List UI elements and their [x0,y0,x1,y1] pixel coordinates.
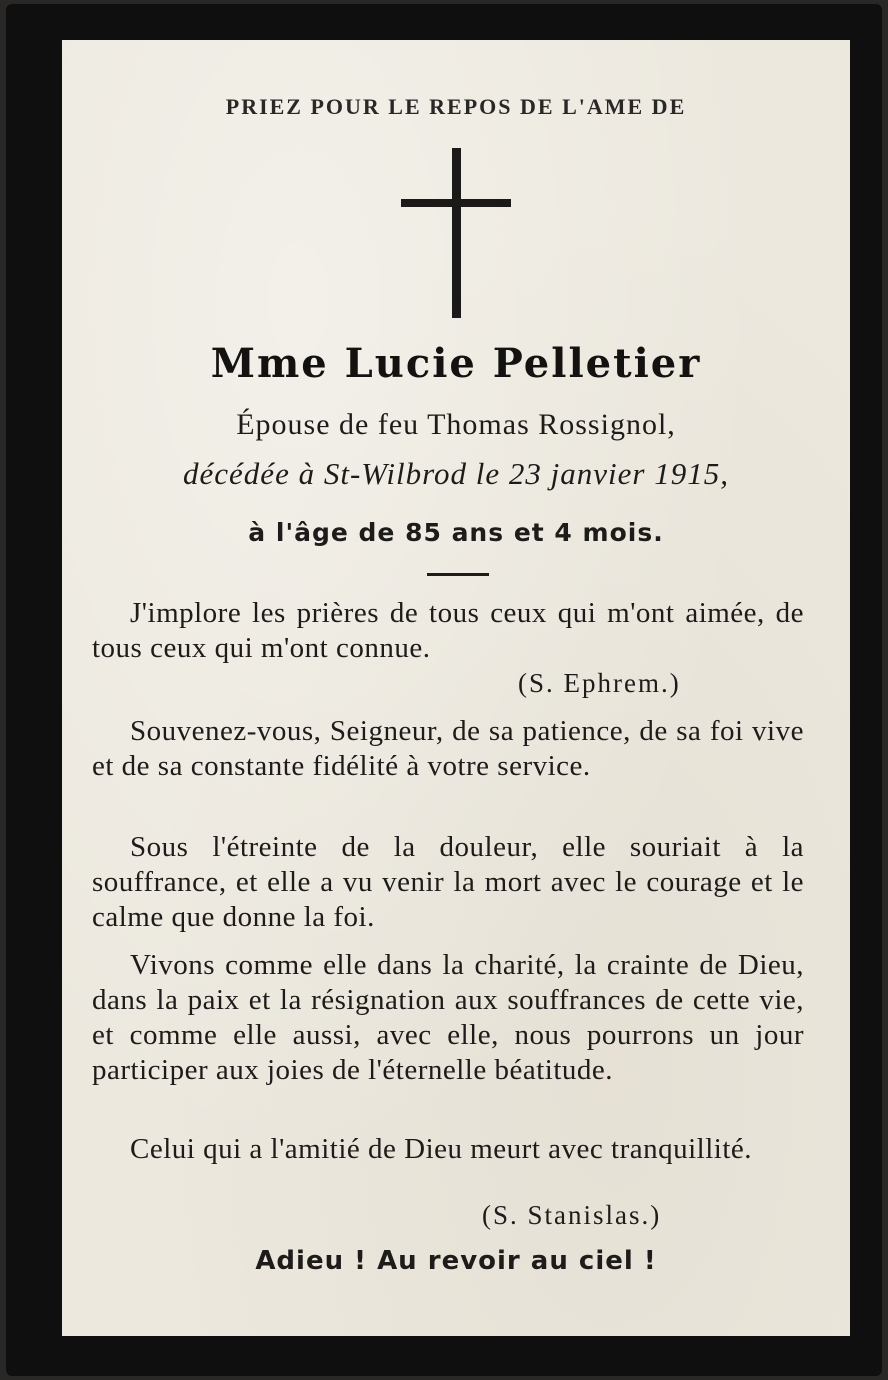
age-line: à l'âge de 85 ans et 4 mois. [248,518,664,547]
paragraph-friendship [92,1132,804,1167]
attribution-ephrem: (S. Ephrem.) [518,668,681,698]
cross-icon [399,148,513,320]
paragraph-suffering-text: Sous l'étreinte de la douleur, elle souriait à la souffrance, et elle a vu venir la mort avec le courage et le calme que donne la foi. [92,831,804,933]
deceased-name: Mme Lucie Pelletier [210,340,702,387]
divider [427,573,489,576]
death-line: décédée à St-Wilbrod le 23 janvier 1915, [183,456,729,491]
spouse-line: Épouse de feu Thomas Rossignol, [236,408,676,441]
paragraph-charity-text: Vivons comme elle dans la charité, la crainte de Dieu, dans la paix et la résignation aux souffrances de cette vie, et comme elle aussi, avec elle, nous pourrons un jour participer aux joies de l'éternelle béatitude. [92,949,804,1086]
quote-ephrem-text: J'implore les prières de tous ceux qui m'ont aimée, de tous ceux qui m'ont connue. [92,597,804,664]
paragraph-friendship-text: Celui qui a l'amitié de Dieu meurt avec tranquillité. [130,1133,753,1165]
quote-ephrem [92,596,804,666]
paragraph-remembrance-text: Souvenez-vous, Seigneur, de sa patience, de sa foi vive et de sa constante fidélité à votre service. [92,715,804,782]
farewell-line: Adieu ! Au revoir au ciel ! [255,1246,657,1276]
paragraph-suffering [92,830,804,935]
memorial-card [62,40,850,1336]
prayer-header: PRIEZ POUR LE REPOS DE L'AME DE [225,94,687,119]
attribution-stanislas: (S. Stanislas.) [482,1200,662,1230]
paragraph-charity [92,948,804,1088]
paragraph-remembrance [92,714,804,784]
